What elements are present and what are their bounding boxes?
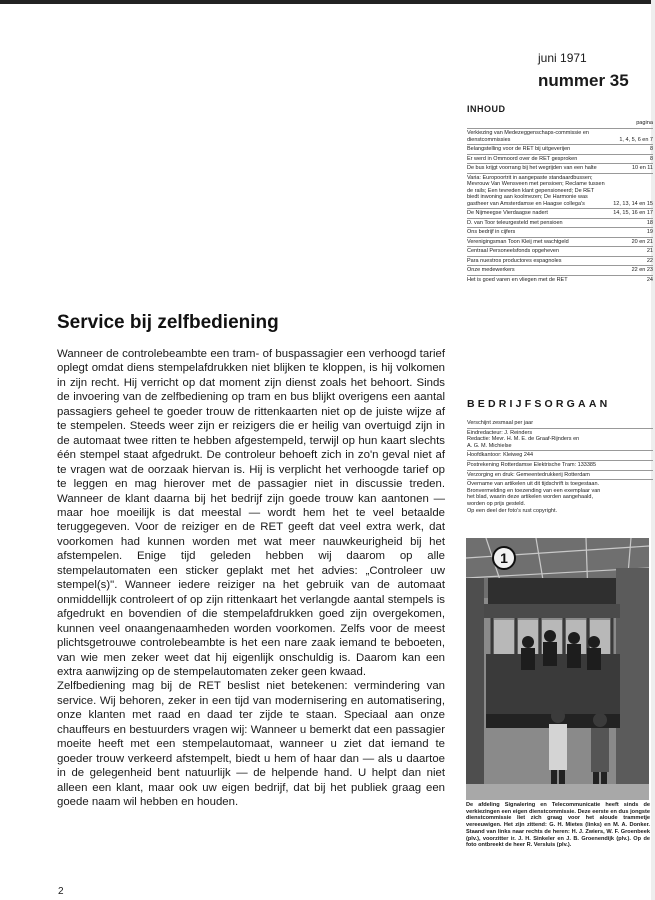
top-border [0, 0, 655, 4]
toc-item[interactable] [467, 227, 653, 237]
toc-item[interactable] [467, 265, 653, 275]
toc-item[interactable] [467, 128, 653, 144]
toc-item[interactable] [467, 275, 653, 285]
colophon-line: Redactie: Mevr. H. M. E. de Graaf-Rijnders en [467, 436, 580, 443]
toc-item[interactable] [467, 163, 653, 173]
toc-item-pages: 22 en 23 [631, 267, 653, 273]
toc-item-pages: 18 [646, 219, 653, 226]
toc-item-title: De bus krijgt voorrang bij het wegrijden van een halte [467, 165, 597, 171]
toc-item-title: Er werd in Ommoord over de RET gesproken [467, 155, 578, 162]
colophon-line: Postrekening Rotterdamse Elektrische Tram: 133385 [467, 460, 653, 469]
article-paragraph: Wanneer de controlebeambte een tram- of buspassagier een verhoogd tarief oplegt omdat diens stempelafdrukken niet blijken te kloppen, is hij volkomen in zijn recht. Hij verricht op dat moment zijn dienst zoals het behoort. Sinds de invoering van de zelfbediening op tram en bus blijkt overigens een aantal passagiers geheel te goeder trouw de rittenkaarten niet op de juiste wijze af te stempelen. Steeds weer zijn er reizigers die er heilig van overtuigd zijn in de automaat twee ritten te hebben afgestempeld, terwijl op hun kaart slechts één stempel staat afgedrukt. De controleur behoeft zich in zo'n geval niet af te vragen wat de oorzaak hiervan is. Hij is verplicht het verhoogde tarief op te leggen en mag hierover met de passagier niet in discussie treden. Wanneer de klant daarna bij het bedrijf zijn goede trouw kan aantonen — maar hoe moeilijk is dat meestal — wordt hem het te veel betaalde teruggegeven. Voor de reiziger en de RET geeft dat veel extra werk, dat voorkomen had kunnen worden met wat meer nauwkeurigheid bij het afstempelen. Enige tijd geleden hebben wij daarom op alle stempelautomaten een sticker geplakt met het advies: „Controleer uw stempel(s)". Wanneer iedere reiziger na het gebruik van de automaat onmiddellijk controleert of op zijn rittenkaart het verlangde aantal stempels is afgedrukt en bovendien of die stempelafdrukken goed zijn overgekomen, kunnen veel onaangenaamheden worden voorkomen. Zelfs voor de meest plichtsgetrouwe controlebeambte is het een nare zaak iemand te beboeten, van wie men zeker weet dat hij eigenlijk onschuldig is. Daarom kan een extra aanwijzing op de stempelautomaten zeker geen kwaad. [57, 348, 445, 678]
colophon-line: A. G. M. Michielse [467, 442, 512, 449]
toc-item-pages: 8 [649, 155, 653, 162]
toc-item[interactable] [467, 173, 653, 209]
photo-caption: De afdeling Signalering en Telecommunicatie heeft sinds de verkiezingen een eigen dienstcommissie. Deze eerste en dus jongste dienstcommissie liet zich graag voor het aloude trammetje vereeuwigen. Het zijn zittend: G. H. Mietes (links) en M. A. Donker. Staand van links naar rechts de heren: H. J. Zwiers, W. F. Groenbeek (plv.), voorzitter ir. J. H. Sinkeler en J. B. Groenendijk (plv.). Op de foto ontbreekt de heer R. Versluis (plv.). [466, 802, 650, 849]
toc-heading: INHOUD [467, 104, 506, 114]
toc-item-pages: 24 [646, 276, 653, 283]
toc-item-title: Het is goed varen en vliegen met de RET [467, 276, 568, 283]
toc-item-title: D. van Toor teleurgesteld met pensioen [467, 219, 563, 226]
colophon-line: worden op prijs gesteld. [467, 500, 526, 507]
toc-item-title: Verenigingsman Toon Kleij met wachtgeld [467, 238, 569, 245]
toc-item-pages: 8 [649, 146, 653, 152]
issue-number: nummer 35 [538, 71, 629, 90]
tram-route-number: 1 [500, 550, 508, 566]
toc-item-pages: 21 [646, 248, 653, 254]
colophon-line: Eindredacteur: J. Reinders [467, 428, 653, 437]
toc-item[interactable] [467, 154, 653, 164]
toc-item-title: Belangstelling voor de RET bij uitgeverijen [467, 146, 571, 152]
colophon-line: het blad, waarin deze artikelen worden aangehaald, [467, 494, 593, 501]
toc-item-title: Verkiezing van Medezeggenschaps-commissie en dienstcommissies [467, 130, 589, 143]
colophon-line: Hoofdkantoor: Kleiweg 244 [467, 450, 653, 459]
colophon [467, 420, 653, 514]
colophon-line: Verschijnt zesmaal per jaar [467, 420, 534, 426]
colophon-line: Op een deel der foto's rust copyright. [467, 507, 558, 514]
toc-pagina-label: pagina [636, 120, 653, 126]
issue-date: juni 1971 [538, 51, 587, 65]
toc-item-pages: 12, 13, 14 en 15 [613, 200, 653, 207]
article-body [57, 347, 445, 810]
toc-item-pages: 20 en 21 [631, 238, 653, 245]
article-title: Service bij zelfbediening [57, 312, 279, 333]
toc-item[interactable] [467, 218, 653, 228]
toc-item-title: Ons bedrijf in cijfers [467, 229, 516, 235]
colophon-line: Bronvermelding en toezending van een exemplaar van [467, 487, 601, 494]
toc-item-pages: 14, 15, 16 en 17 [613, 210, 653, 216]
toc-item-title: Para nuestros productores espagnoles [467, 257, 562, 264]
page-number: 2 [58, 886, 64, 897]
toc-item[interactable] [467, 246, 653, 256]
toc-item-title: Varia: Europoortrit in aangepaste standaardbussen; Mevrouw Van Wensveen met pensioen; Reclame tussen de rails; Een tevreden klant gepensioneerd; De RET biedt inwoning aan koolmezen; De Harmonie was gastheer van Amsterdamse en Haagse collega's [467, 174, 605, 207]
colophon-line: Verzorging en druk: Gemeentedrukkerij Rotterdam [467, 470, 653, 479]
toc-item-pages: 22 [646, 257, 653, 264]
toc-item[interactable] [467, 237, 653, 247]
tram-committee-photo [466, 538, 649, 800]
toc-item-pages: 10 en 11 [631, 165, 653, 171]
toc-item-pages: 1, 4, 5, 6 en 7 [619, 136, 653, 143]
colophon-line: Overname van artikelen uit dit tijdschrift is toegestaan. [467, 479, 653, 488]
toc-item[interactable] [467, 208, 653, 218]
toc-item-title: De Nijmeegse Vierdaagse nadert [467, 210, 548, 216]
bedrijfsorgaan-heading: BEDRIJFSORGAAN [467, 398, 611, 410]
table-of-contents [467, 120, 653, 284]
article-paragraph: Zelfbediening mag bij de RET beslist niet betekenen: vermindering van service. Wij behoren, zeker in een tijd van modernisering en automatisering, onze klanten met raad en daad ter zijde te staan. Speciaal aan onze chauffeurs en bestuurders vragen wij: Wanneer u bemerkt dat een passagier moeite heeft met een stempelautomaat, wanneer u ziet dat iemand te goeder trouw verkeerd afstempelt, biedt u hem of haar dan — als u daartoe in de gelegenheid bent natuurlijk — de helpende hand. U helpt dan niet alleen een klant, maar ook uw eigen bedrijf, dat bij het publiek graag een goede naam wil hebben en houden. [57, 680, 445, 809]
toc-item-title: Onze medewerkers [467, 267, 515, 273]
toc-item-pages: 19 [646, 229, 653, 235]
toc-item-title: Centraal Personeelsfonds opgeheven [467, 248, 560, 254]
toc-item[interactable] [467, 144, 653, 154]
toc-item[interactable] [467, 256, 653, 266]
